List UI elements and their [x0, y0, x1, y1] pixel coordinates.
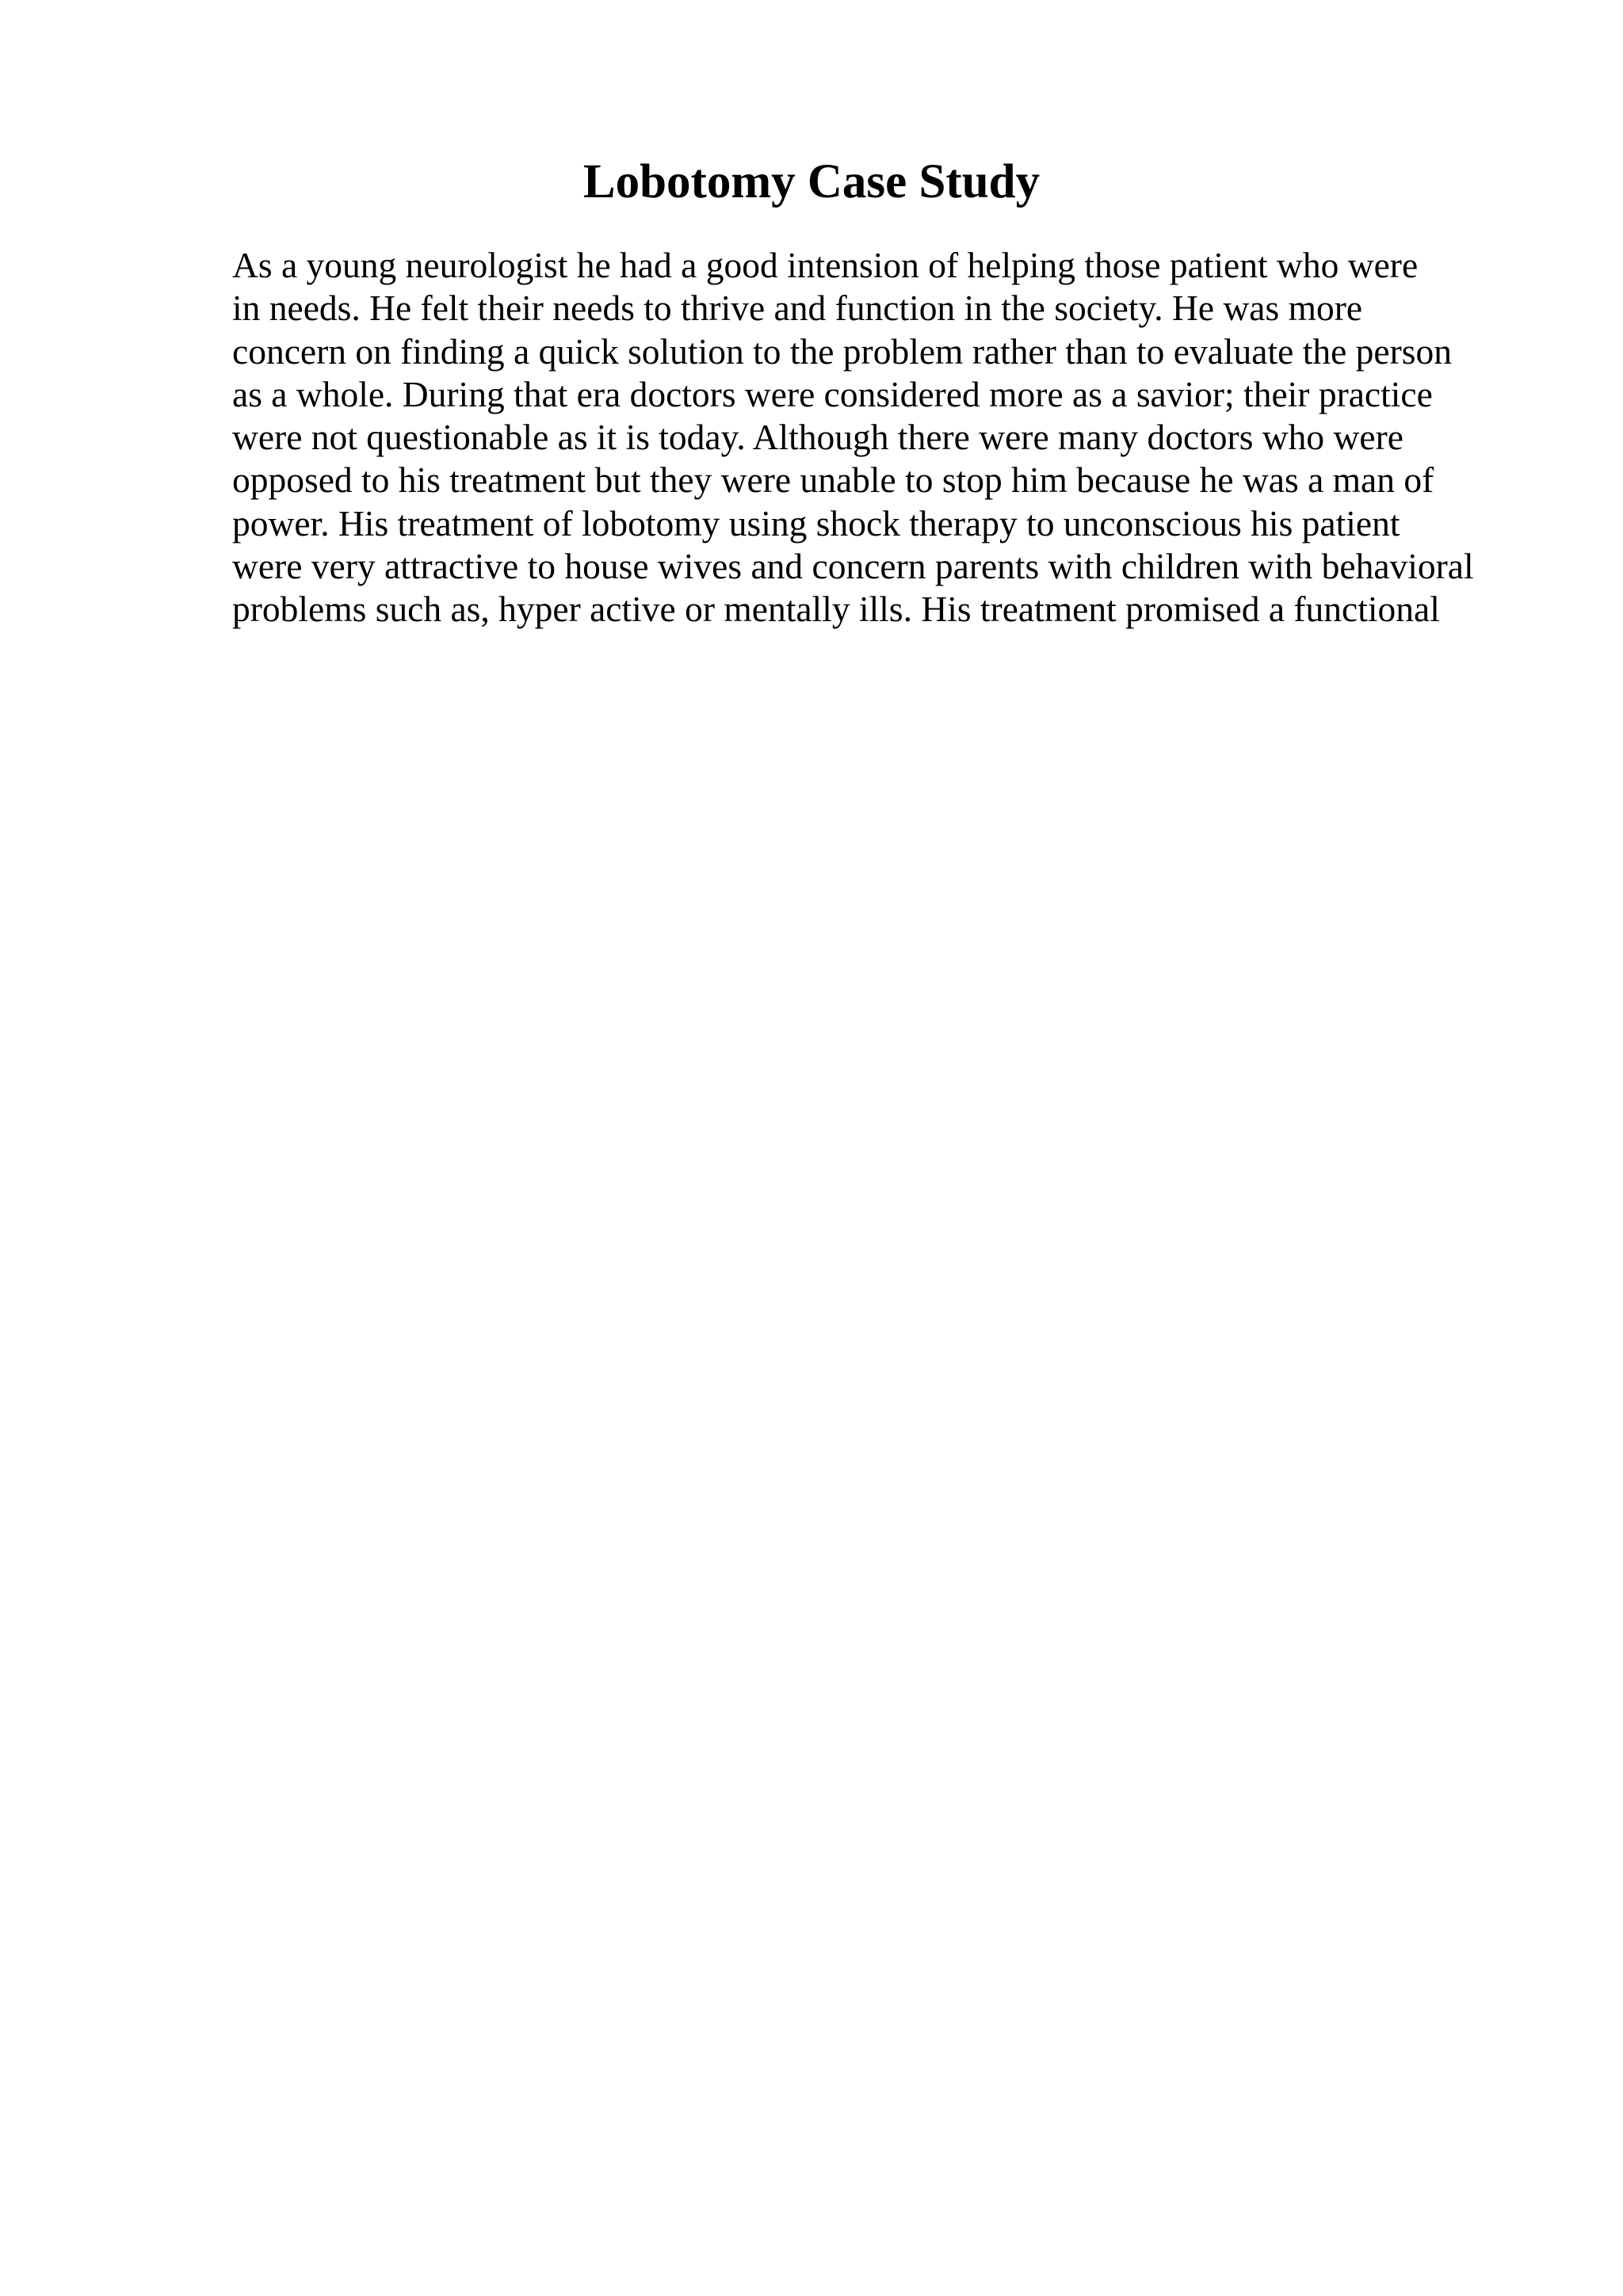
body-line: as a whole. During that era doctors were considered more as a savior; their practice [232, 373, 1433, 414]
body-line: problems such as, hyper active or mentally ills. His treatment promised a functional [232, 589, 1440, 630]
body-line: power. His treatment of lobotomy using shock therapy to unconscious his patient [232, 502, 1400, 543]
body-line: in needs. He felt their needs to thrive and function in the society. He was more [232, 288, 1363, 329]
body-line: As a young neurologist he had a good intension of helping those patient who were [232, 245, 1419, 285]
body-line: were very attractive to house wives and concern parents with children with behavioral [232, 546, 1474, 587]
document-body [232, 244, 1595, 631]
body-line: were not questionable as it is today. Although there were many doctors who were [232, 417, 1403, 458]
body-line: concern on finding a quick solution to the problem rather than to evaluate the person [232, 330, 1452, 372]
document-title: Lobotomy Case Study [582, 155, 1041, 208]
body-line: opposed to his treatment but they were unable to stop him because he was a man of [232, 460, 1434, 501]
